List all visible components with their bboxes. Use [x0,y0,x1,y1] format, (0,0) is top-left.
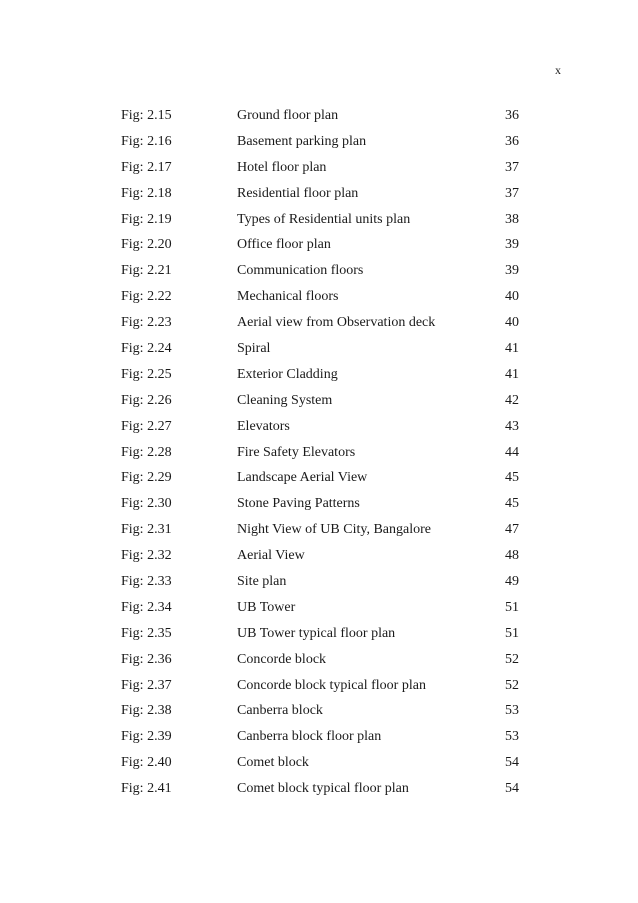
figure-number: Fig: 2.16 [121,133,172,149]
figure-title: Canberra block [237,703,323,719]
figure-title: Aerial View [237,548,305,564]
figure-page-number: 49 [505,574,519,590]
figure-page-number: 37 [505,185,519,201]
figure-entry [0,548,638,574]
figure-title: Fire Safety Elevators [237,444,356,460]
figure-number: Fig: 2.18 [121,185,172,201]
figure-entry [0,522,638,548]
figure-page-number: 51 [505,625,519,641]
figure-entry [0,263,638,289]
figure-page-number: 40 [505,289,519,305]
figure-number: Fig: 2.38 [121,703,172,719]
figure-page-number: 39 [505,237,519,253]
figure-page-number: 39 [505,263,519,279]
figure-page-number: 51 [505,599,519,615]
figure-entry [0,393,638,419]
figure-title: Mechanical floors [237,289,339,305]
figure-title: Hotel floor plan [237,159,327,175]
figure-page-number: 52 [505,651,519,667]
figure-title: Elevators [237,418,290,434]
figure-number: Fig: 2.31 [121,522,172,538]
figure-page-number: 38 [505,211,519,227]
figure-page-number: 36 [505,133,519,149]
figure-entry [0,652,638,678]
figure-number: Fig: 2.37 [121,677,172,693]
figure-entry [0,496,638,522]
figure-page-number: 41 [505,341,519,357]
figure-entry [0,212,638,238]
figure-entry [0,574,638,600]
figure-entry [0,626,638,652]
figure-entry [0,367,638,393]
figure-number: Fig: 2.22 [121,289,172,305]
figure-entry [0,678,638,704]
figure-entry [0,419,638,445]
figure-page-number: 37 [505,159,519,175]
figure-entry [0,703,638,729]
figure-title: Comet block [237,755,309,771]
figure-page-number: 53 [505,729,519,745]
figure-title: Ground floor plan [237,108,339,123]
figure-number: Fig: 2.17 [121,159,172,175]
figure-number: Fig: 2.34 [121,599,172,615]
figure-page-number: 54 [505,755,519,771]
figure-page-number: 42 [505,392,519,408]
figure-entry [0,781,638,807]
figure-title: Spiral [237,341,271,357]
figure-title: Site plan [237,574,287,590]
figure-number: Fig: 2.36 [121,651,172,667]
list-of-figures [0,108,638,807]
figure-page-number: 43 [505,418,519,434]
figure-title: Landscape Aerial View [237,470,368,486]
figure-page-number: 44 [505,444,519,460]
figure-page-number: 52 [505,677,519,693]
figure-page-number: 45 [505,496,519,512]
figure-page-number: 41 [505,366,519,382]
figure-entry [0,108,638,134]
figure-number: Fig: 2.35 [121,625,172,641]
figure-title: Night View of UB City, Bangalore [237,522,431,538]
figure-title: Basement parking plan [237,133,367,149]
figure-page-number: 36 [505,108,519,123]
figure-title: Office floor plan [237,237,331,253]
figure-number: Fig: 2.41 [121,781,172,797]
figure-entry [0,289,638,315]
figure-title: UB Tower typical floor plan [237,625,396,641]
figure-title: Concorde block [237,651,327,667]
figure-entry [0,470,638,496]
figure-number: Fig: 2.25 [121,366,172,382]
figure-title: Aerial view from Observation deck [237,315,436,331]
figure-page-number: 47 [505,522,519,538]
figure-title: Types of Residential units plan [237,211,411,227]
figure-number: Fig: 2.32 [121,548,172,564]
page-number: x [555,63,561,77]
figure-number: Fig: 2.40 [121,755,172,771]
figure-title: Comet block typical floor plan [237,781,409,797]
figure-page-number: 40 [505,315,519,331]
figure-number: Fig: 2.24 [121,341,172,357]
figure-number: Fig: 2.26 [121,392,172,408]
figure-page-number: 53 [505,703,519,719]
figure-number: Fig: 2.23 [121,315,172,331]
figure-number: Fig: 2.39 [121,729,172,745]
figure-title: Concorde block typical floor plan [237,677,426,693]
figure-entry [0,755,638,781]
figure-entry [0,186,638,212]
figure-number: Fig: 2.15 [121,108,172,123]
figure-page-number: 45 [505,470,519,486]
figure-entry [0,134,638,160]
figure-entry [0,160,638,186]
figure-title: Stone Paving Patterns [237,496,360,512]
figure-number: Fig: 2.29 [121,470,172,486]
figure-title: Canberra block floor plan [237,729,382,745]
figure-number: Fig: 2.21 [121,263,172,279]
figure-entry [0,341,638,367]
figure-title: Residential floor plan [237,185,359,201]
figure-number: Fig: 2.30 [121,496,172,512]
figure-entry [0,315,638,341]
figure-title: Communication floors [237,263,364,279]
figure-number: Fig: 2.28 [121,444,172,460]
figure-title: Cleaning System [237,392,333,408]
figure-title: UB Tower [237,599,296,615]
figure-entry [0,600,638,626]
figure-number: Fig: 2.33 [121,574,172,590]
figure-entry [0,445,638,471]
figure-entry [0,729,638,755]
figure-number: Fig: 2.20 [121,237,172,253]
figure-page-number: 54 [505,781,519,797]
figure-entry [0,237,638,263]
figure-number: Fig: 2.19 [121,211,172,227]
figure-title: Exterior Cladding [237,366,338,382]
figure-page-number: 48 [505,548,519,564]
figure-number: Fig: 2.27 [121,418,172,434]
